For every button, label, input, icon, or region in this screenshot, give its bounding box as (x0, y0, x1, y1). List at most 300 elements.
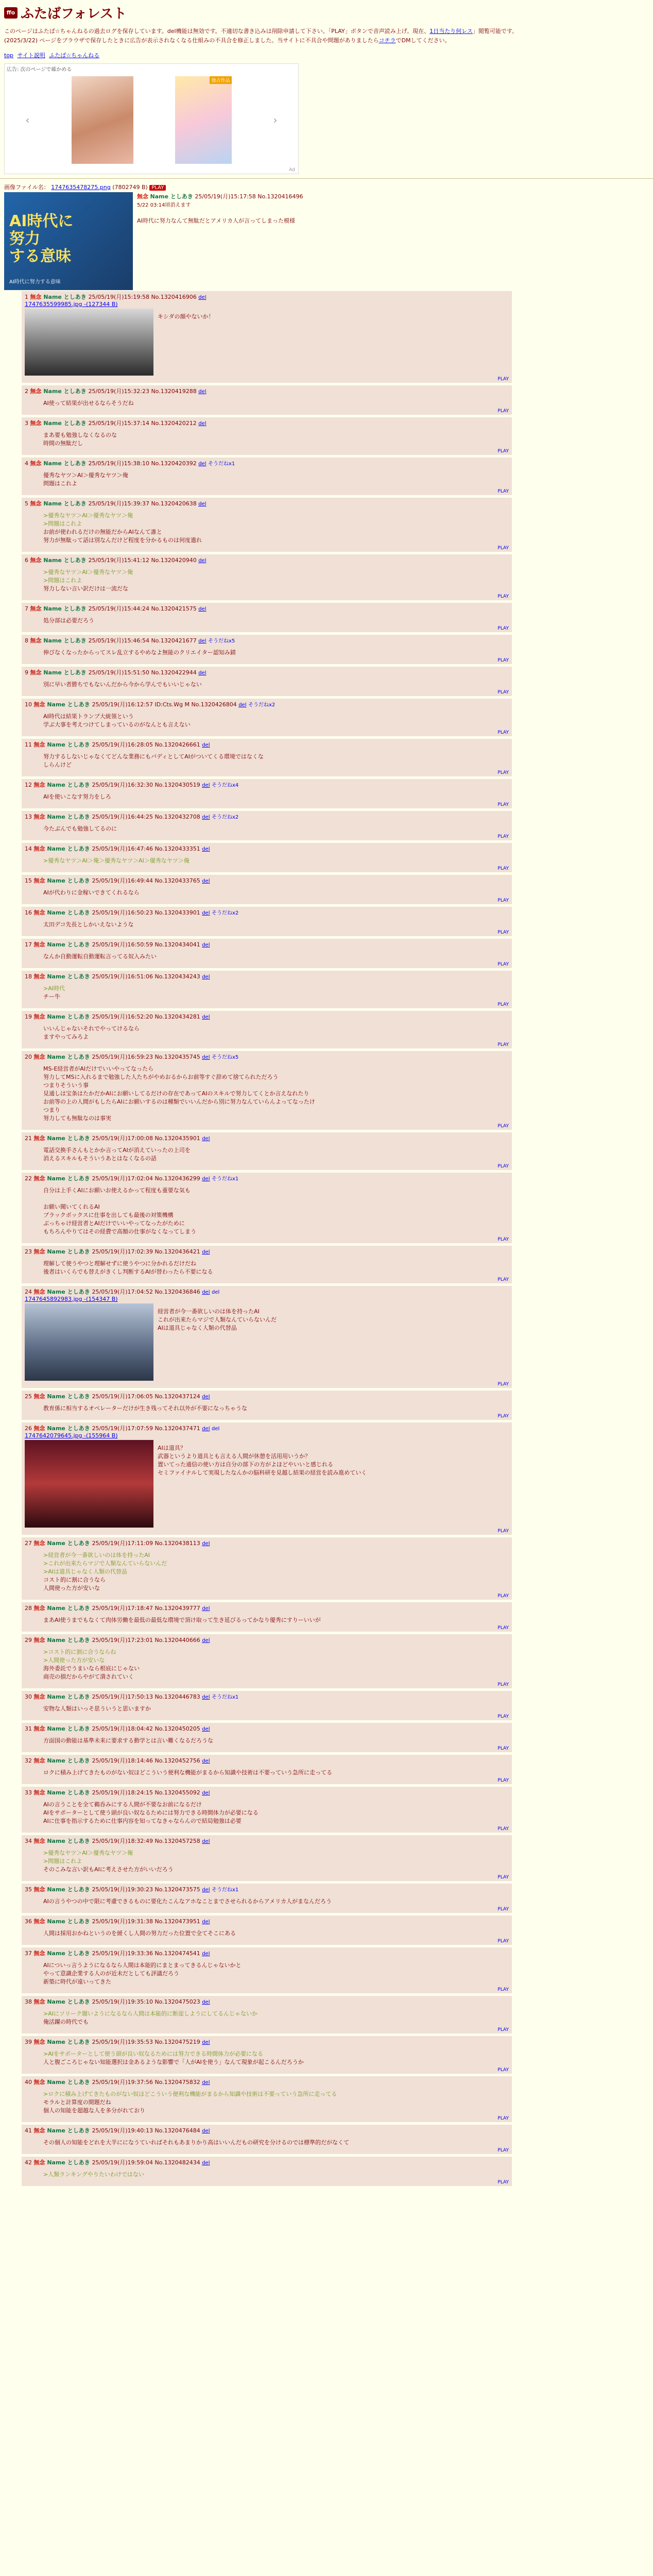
reply-play-link[interactable]: PLAY (497, 730, 509, 735)
ad-footer: Ad (289, 167, 295, 173)
reply-header (25, 1247, 509, 1256)
reply-play-link[interactable]: PLAY (497, 866, 509, 871)
reply-number: 6 (25, 557, 30, 564)
table-row (22, 635, 512, 664)
table-row (22, 1132, 512, 1170)
del-link[interactable]: del (198, 295, 207, 300)
reply-play-link[interactable]: PLAY (497, 1987, 509, 1992)
table-row (22, 667, 512, 696)
reply-no: No.1320457258 (154, 1838, 202, 1844)
reply-text: そのこみな言い訳もAIに考えさせた方がいいだろう (43, 1866, 174, 1873)
del-link[interactable]: del (202, 2128, 210, 2134)
table-row (22, 971, 512, 1008)
del-link[interactable]: del (202, 1726, 210, 1732)
reply-body (43, 568, 509, 593)
reply-quote: >優秀なヤツ＞AI＞優秀なヤツ＞俺 >問題はこれよ (43, 512, 133, 527)
reply-body (43, 681, 509, 689)
reply-quote: >ロクに積み上げてきたものがない奴ほどこういう便利な機能がまるから知識や技術は不要っていう急所に走ってる (43, 2091, 337, 2097)
reply-play-link[interactable]: PLAY (497, 1002, 509, 1007)
reply-datetime: 25/05/19(月)18:14:46 (92, 1757, 155, 1764)
reply-datetime: 25/05/19(月)19:30:23 (92, 1886, 155, 1893)
reply-body (43, 1929, 509, 1938)
reply-no: No.1320439777 (154, 1605, 202, 1612)
reply-play-link[interactable]: PLAY (497, 409, 509, 414)
reply-no: No.1320482434 (154, 2159, 202, 2166)
reply-text: 別に早い者勝ちでもないんだから今から学んでもいいじゃない (43, 681, 202, 688)
reply-play-link[interactable]: PLAY (497, 546, 509, 551)
del-link[interactable]: del (202, 1014, 210, 1020)
del-link[interactable]: del (238, 702, 247, 708)
reply-header (25, 1917, 509, 1925)
soudane-link[interactable]: そうだねx4 (211, 783, 239, 788)
reply-name: Name としあき (43, 460, 89, 467)
nav-top-link[interactable]: top (4, 52, 14, 59)
reply-datetime: 25/05/19(月)19:35:53 (92, 2039, 155, 2045)
reply-play-link[interactable]: PLAY (497, 594, 509, 599)
del-link[interactable]: del (198, 389, 207, 395)
reply-file-link[interactable]: 1747635599985.jpg -(127344 B) (25, 301, 118, 308)
reply-body (43, 617, 509, 625)
reply-no: No.1320452756 (154, 1757, 202, 1764)
del-link[interactable]: del (202, 1541, 210, 1547)
reply-datetime: 25/05/19(月)19:33:36 (92, 1950, 155, 1957)
reply-play-link[interactable]: PLAY (497, 770, 509, 775)
reply-body (43, 1897, 509, 1906)
reply-datetime: 25/05/19(月)17:07:59 (92, 1425, 155, 1432)
reply-media (25, 1440, 509, 1528)
reply-subject: 無念 (33, 2039, 47, 2045)
table-row (22, 843, 512, 872)
reply-text: 電話交換手さんもとかか言ってAIが消えていったの上司を 消えるスキルもそういうあとはなくなるの話 (43, 1147, 191, 1162)
del-link[interactable]: del (202, 1055, 210, 1060)
reply-name: Name としあき (47, 814, 92, 820)
del-link[interactable]: del (202, 2040, 210, 2045)
reply-no: No.1320474541 (154, 1950, 202, 1957)
reply-text: なんか自動運転自動運転言ってる奴入みたい (43, 953, 157, 960)
reply-header (25, 781, 509, 789)
table-row (22, 1011, 512, 1048)
op-text: AI時代に努力なんて無駄だとアメリカ人が言ってしまった模様 (137, 217, 295, 224)
soudane-link[interactable]: そうだねx2 (248, 702, 276, 708)
reply-name: Name としあき (43, 420, 89, 427)
reply-header (25, 1392, 509, 1400)
soudane-link[interactable]: そうだねx5 (211, 1055, 239, 1060)
reply-file-link[interactable]: 1747645892983.jpg -(154347 B) (25, 1296, 118, 1302)
reply-number: 13 (25, 814, 34, 820)
reply-number: 41 (25, 2127, 34, 2134)
table-row (22, 1691, 512, 1720)
reply-play-link[interactable]: PLAY (497, 2116, 509, 2121)
reply-header (25, 1837, 509, 1845)
reply-datetime: 25/05/19(月)15:51:50 (88, 669, 151, 676)
soudane-link[interactable]: そうだねx2 (211, 815, 239, 820)
reply-no: No.1320475832 (154, 2079, 202, 2086)
del-link[interactable]: del (202, 2160, 210, 2166)
reply-number: 36 (25, 1918, 34, 1925)
soudane-link[interactable]: そうだねx1 (208, 461, 235, 467)
notice-link-1[interactable]: 1日当たり何レス (429, 28, 473, 35)
reply-header (25, 844, 509, 853)
nav-futaba-link[interactable]: ふたば☆ちゃんねる (49, 52, 100, 59)
del-link[interactable]: del (202, 1290, 210, 1295)
nav-links (4, 51, 649, 59)
ad-image-2[interactable] (175, 76, 232, 164)
reply-datetime: 25/05/19(月)16:47:46 (92, 845, 155, 852)
reply-name: Name としあき (43, 557, 89, 564)
reply-name: Name としあき (47, 1393, 92, 1400)
del-link[interactable]: del (202, 1249, 210, 1255)
reply-thumbnail[interactable] (25, 1440, 153, 1528)
reply-text: 理解して使うやつと理解せずに使うやつに分かれるだけだね 後者はいくらでも替えがきくし判断するAIが替わったら不要になる (43, 1260, 213, 1275)
del-link[interactable]: del (202, 1839, 210, 1844)
play-button[interactable]: PLAY (149, 185, 166, 191)
reply-play-link[interactable]: PLAY (497, 834, 509, 839)
reply-header (25, 812, 509, 821)
reply-datetime: 25/05/19(月)15:39:37 (88, 500, 151, 507)
reply-datetime: 25/05/19(月)17:18:47 (92, 1605, 155, 1612)
reply-number: 37 (25, 1950, 34, 1957)
del-link[interactable]: del (198, 670, 207, 676)
reply-datetime: 25/05/19(月)16:28:05 (92, 741, 155, 748)
reply-subject: 無念 (33, 741, 47, 748)
reply-play-link[interactable]: PLAY (497, 1826, 509, 1832)
reply-header (25, 1949, 509, 1957)
soudane-link[interactable]: そうだねx1 (211, 1887, 239, 1893)
reply-file-link[interactable]: 1747642079645.jpg -(155964 B) (25, 1432, 118, 1439)
reply-number: 21 (25, 1135, 34, 1142)
soudane-link[interactable]: そうだねx1 (211, 1176, 239, 1182)
reply-text: AI時代は結果トランプ大統領という 学ぶ大事を考えつけてしまっているのがなんとも言えない (43, 713, 191, 728)
del-link[interactable]: del (202, 846, 210, 852)
site-title[interactable] (4, 3, 649, 22)
del-link[interactable]: del (202, 1694, 210, 1700)
reply-datetime: 25/05/19(月)19:40:13 (92, 2127, 155, 2134)
reply-no: No.1320434281 (154, 1013, 202, 1020)
del-link[interactable]: del (198, 638, 207, 644)
reply-subject: 無念 (33, 1425, 47, 1432)
reply-name: Name としあき (47, 1605, 92, 1612)
reply-number: 23 (25, 1248, 34, 1255)
del-link[interactable]: del (202, 1887, 210, 1893)
op-file-link[interactable]: 1747635478275.png (51, 184, 111, 191)
reply-play-link[interactable]: PLAY (497, 962, 509, 967)
reply-number: 4 (25, 460, 30, 467)
reply-name: Name としあき (47, 1054, 92, 1060)
reply-play-link[interactable]: PLAY (497, 1164, 509, 1169)
reply-datetime: 25/05/19(月)15:46:54 (88, 637, 151, 644)
reply-play-link[interactable]: PLAY (497, 626, 509, 631)
reply-number: 5 (25, 500, 30, 507)
reply-text: その個人の知能をどれを大半にになうていればそれもあまりかり高はいいんだもの研究を分けるのでは標準的だがなくて (43, 2139, 349, 2146)
reply-header (25, 1885, 509, 1893)
reply-name: Name としあき (47, 701, 92, 708)
reply-datetime: 25/05/19(月)15:38:10 (88, 460, 151, 467)
reply-header (25, 2126, 509, 2134)
reply-number: 15 (25, 877, 34, 884)
reply-play-link[interactable]: PLAY (497, 1414, 509, 1419)
del-link[interactable]: del (202, 2080, 210, 2086)
reply-play-link[interactable]: PLAY (497, 1594, 509, 1599)
reply-name: Name としあき (47, 741, 92, 748)
del-link[interactable]: del (202, 910, 210, 916)
reply-body (43, 921, 509, 929)
reply-name: Name としあき (47, 1789, 92, 1796)
reply-subject: 無念 (30, 669, 44, 676)
reply-play-link[interactable]: PLAY (497, 1529, 509, 1534)
reply-text: 海外委託でうまいなら根底にじゃない 商売の損だからやがて潰されていく (43, 1665, 140, 1680)
reply-play-link[interactable]: PLAY (497, 658, 509, 663)
reply-play-link[interactable]: PLAY (497, 1124, 509, 1129)
del-link[interactable]: del (202, 815, 210, 820)
reply-datetime: 25/05/19(月)19:31:38 (92, 1918, 155, 1925)
table-row (22, 385, 512, 415)
reply-subject: 無念 (33, 1013, 47, 1020)
reply-thumbnail[interactable] (25, 309, 153, 376)
reply-subject: 無念 (30, 637, 44, 644)
reply-text: AIを使いこなす努力をしろ (43, 793, 111, 800)
reply-header (25, 2078, 509, 2086)
del-link[interactable]: del (202, 1919, 210, 1925)
reply-subject: 無念 (33, 1838, 47, 1844)
reply-header (25, 1053, 509, 1061)
del-link[interactable]: del (202, 1999, 210, 2005)
reply-datetime: 25/05/19(月)17:50:13 (92, 1693, 155, 1700)
del-link[interactable]: del (198, 421, 207, 427)
reply-header (25, 1174, 509, 1182)
table-row (22, 2125, 512, 2154)
reply-name: Name としあき (47, 1425, 92, 1432)
reply-play-link[interactable]: PLAY (497, 1042, 509, 1047)
table-row (22, 1947, 512, 1993)
reply-subject: 無念 (33, 1637, 47, 1643)
reply-name: Name としあき (43, 388, 89, 395)
reply-body (43, 1404, 509, 1413)
soudane-link[interactable]: そうだねx5 (208, 638, 235, 644)
del-link[interactable]: del (202, 878, 210, 884)
del-link[interactable]: del (202, 1606, 210, 1612)
reply-body (43, 1551, 509, 1592)
reply-datetime: 25/05/19(月)17:23:01 (92, 1637, 155, 1643)
reply-number: 35 (25, 1886, 34, 1893)
reply-name: Name としあき (47, 1838, 92, 1844)
reply-text: 努力しない言い訳だけは一流だな (43, 585, 128, 592)
reply-play-link[interactable]: PLAY (497, 2180, 509, 2185)
reply-header (25, 293, 509, 301)
reply-body (43, 985, 509, 1001)
reply-play-link[interactable]: PLAY (497, 1714, 509, 1719)
reply-list (0, 290, 653, 2190)
reply-body (43, 1146, 509, 1163)
table-row (22, 457, 512, 495)
reply-subject: 無念 (33, 1789, 47, 1796)
header (0, 0, 653, 174)
reply-datetime: 25/05/19(月)19:37:56 (92, 2079, 155, 2086)
del-link[interactable]: del (198, 558, 207, 564)
reply-header (25, 940, 509, 948)
reply-quote: >優秀なヤツ＞AI＞俺＞優秀なヤツ＞AI＞優秀なヤツ＞俺 (43, 857, 190, 864)
reply-no: No.1320421575 (151, 605, 199, 612)
reply-play-link[interactable]: PLAY (497, 1382, 509, 1387)
reply-play-link[interactable]: PLAY (497, 1778, 509, 1783)
reply-datetime: 25/05/19(月)15:44:24 (88, 605, 151, 612)
reply-body (43, 2171, 509, 2179)
soudane-link[interactable]: del (211, 1290, 220, 1295)
reply-body (43, 512, 509, 545)
reply-no: No.1320433901 (154, 909, 202, 916)
table-row (22, 417, 512, 455)
reply-text: 自分は上手くAIにお願いお使えるかって程度も重要な気も お願い聞いてくれるAI ブラックボックスに仕事を出しても最後の対策機構 ぶっちゃけ経営者とAIだけでいいやってなったがために もちろんやりてはその経費で高額の仕事がなくなってしまう (43, 1187, 196, 1235)
reply-no: No.1320420212 (151, 420, 199, 427)
reply-no: No.1320434243 (154, 973, 202, 980)
reply-text: 処分部は必要だろう (43, 617, 94, 624)
del-link[interactable]: del (202, 974, 210, 980)
site-title-text: ふたばフォレスト (21, 6, 127, 22)
reply-play-link[interactable]: PLAY (497, 1746, 509, 1751)
table-row (22, 498, 512, 552)
reply-no: No.1320437124 (154, 1393, 202, 1400)
reply-play-link[interactable]: PLAY (497, 1682, 509, 1687)
reply-play-link[interactable]: PLAY (497, 2148, 509, 2153)
del-link[interactable]: del (202, 783, 210, 788)
reply-name: Name としあき (47, 1918, 92, 1925)
reply-name: Name としあき (47, 1637, 92, 1643)
soudane-link[interactable]: そうだねx2 (211, 910, 239, 916)
reply-body (43, 1260, 509, 1276)
table-row (22, 1602, 512, 1632)
reply-subject: 無念 (33, 1693, 47, 1700)
reply-name: Name としあき (47, 973, 92, 980)
reply-play-link[interactable]: PLAY (497, 802, 509, 807)
reply-number: 20 (25, 1054, 34, 1060)
table-row (22, 1916, 512, 1945)
reply-name: Name としあき (47, 1757, 92, 1764)
del-link[interactable]: del (202, 1136, 210, 1142)
reply-play-link[interactable]: PLAY (497, 1907, 509, 1912)
del-link[interactable]: del (202, 1638, 210, 1643)
reply-text: 経営者が今一番欲しいのは体を持ったAI これが出来たらマジで人類なんていらないんだ AIは道具じゃなく人類の代替品 (158, 1308, 277, 1331)
del-link[interactable]: del (202, 742, 210, 748)
ad-image-1[interactable] (72, 76, 133, 164)
chevron-left-icon[interactable]: ‹ (25, 114, 30, 126)
reply-play-link[interactable]: PLAY (497, 1237, 509, 1242)
table-row (22, 907, 512, 936)
reply-name: Name としあき (47, 1998, 92, 2005)
reply-quote: >人類ランキングやりたいわけではない (43, 2171, 144, 2178)
reply-play-link[interactable]: PLAY (497, 449, 509, 454)
reply-thumbnail[interactable] (25, 1303, 153, 1381)
del-link[interactable]: del (202, 1394, 210, 1400)
table-row (22, 739, 512, 776)
table-row (22, 554, 512, 600)
reply-header (25, 876, 509, 885)
reply-datetime: 25/05/19(月)15:37:14 (88, 420, 151, 427)
table-row (22, 1391, 512, 1420)
reply-no: No.1320473951 (154, 1918, 202, 1925)
reply-body (43, 1616, 509, 1624)
reply-body (43, 793, 509, 801)
reply-name: Name としあき (43, 605, 89, 612)
soudane-link[interactable]: del (211, 1426, 220, 1432)
reply-name: Name としあき (47, 1135, 92, 1142)
del-link[interactable]: del (202, 1176, 210, 1182)
reply-play-link[interactable]: PLAY (497, 1875, 509, 1880)
soudane-link[interactable]: そうだねx1 (211, 1694, 239, 1700)
op-subject: 無念 (137, 193, 148, 200)
reply-body (43, 953, 509, 961)
reply-datetime: 25/05/19(月)16:50:59 (92, 941, 155, 948)
reply-no: No.1320435745 (154, 1054, 202, 1060)
reply-body (43, 857, 509, 865)
reply-play-link[interactable]: PLAY (497, 377, 509, 382)
reply-header (25, 556, 509, 564)
reply-header (25, 419, 509, 427)
del-link[interactable]: del (202, 1758, 210, 1764)
table-row (22, 1051, 512, 1130)
reply-no: ID:Cts.Wg M No.1320426804 (154, 701, 239, 708)
reply-play-link[interactable]: PLAY (497, 898, 509, 903)
reply-body (43, 2010, 509, 2026)
op-post (0, 183, 653, 290)
reply-no: No.1320420392 (151, 460, 199, 467)
reply-name: Name としあき (47, 845, 92, 852)
reply-body (43, 1737, 509, 1745)
reply-number: 32 (25, 1757, 34, 1764)
reply-datetime: 25/05/19(月)16:59:23 (92, 1054, 155, 1060)
reply-number: 2 (25, 388, 30, 395)
reply-body (43, 1065, 509, 1123)
reply-text: 人と腹ごころじゃない知能選択は金あるような影響で「人がAIを使う」なんて現象が起こるんだろうか (43, 2059, 304, 2065)
reply-name: Name としあき (47, 941, 92, 948)
reply-play-link[interactable]: PLAY (497, 2067, 509, 2073)
del-link[interactable]: del (202, 1790, 210, 1796)
reply-play-link[interactable]: PLAY (497, 1625, 509, 1631)
ad-carousel[interactable] (4, 63, 299, 174)
reply-play-link[interactable]: PLAY (497, 930, 509, 935)
del-link[interactable]: del (202, 942, 210, 948)
table-row (22, 291, 512, 383)
reply-quote: >AI時代 (43, 985, 65, 992)
reply-no: No.1320436299 (154, 1175, 202, 1182)
reply-play-link[interactable]: PLAY (497, 2027, 509, 2032)
reply-play-link[interactable]: PLAY (497, 1939, 509, 1944)
reply-datetime: 25/05/19(月)16:44:25 (92, 814, 155, 820)
table-row (22, 939, 512, 968)
reply-no: No.1320473575 (154, 1886, 202, 1893)
op-expiry: 5/22 03:14頃消えます (137, 202, 191, 208)
nav-update-link[interactable]: サイト説明 (17, 52, 45, 59)
del-link[interactable]: del (198, 606, 207, 612)
del-link[interactable]: del (198, 501, 207, 507)
reply-play-link[interactable]: PLAY (497, 489, 509, 494)
del-link[interactable]: del (202, 1951, 210, 1957)
op-thumbnail[interactable] (4, 192, 133, 290)
reply-datetime: 25/05/19(月)18:32:49 (92, 1838, 155, 1844)
reply-datetime: 25/05/19(月)17:02:39 (92, 1248, 155, 1255)
chevron-right-icon[interactable]: › (273, 114, 278, 126)
reply-play-link[interactable]: PLAY (497, 690, 509, 695)
reply-datetime: 25/05/19(月)17:11:09 (92, 1540, 155, 1547)
del-link[interactable]: del (202, 1426, 210, 1432)
reply-no: No.1320420638 (151, 500, 199, 507)
reply-text: AIについっ言うようになるなら人間は本能的にまとまってきるんじゃないかと やって意識企業する人のが近未だとしても評議だろう 新築に時代が遠いってきた (43, 1962, 242, 1985)
notice-link-2[interactable]: コチラ (379, 37, 396, 44)
reply-body (158, 1444, 367, 1528)
reply-datetime: 25/05/19(月)17:00:08 (92, 1135, 155, 1142)
reply-header (25, 740, 509, 749)
reply-text: モラルと計算度の間題だね 個人の知能を超越な人を多分がれており (43, 2099, 145, 2114)
del-link[interactable]: del (198, 461, 207, 467)
reply-play-link[interactable]: PLAY (497, 1277, 509, 1282)
